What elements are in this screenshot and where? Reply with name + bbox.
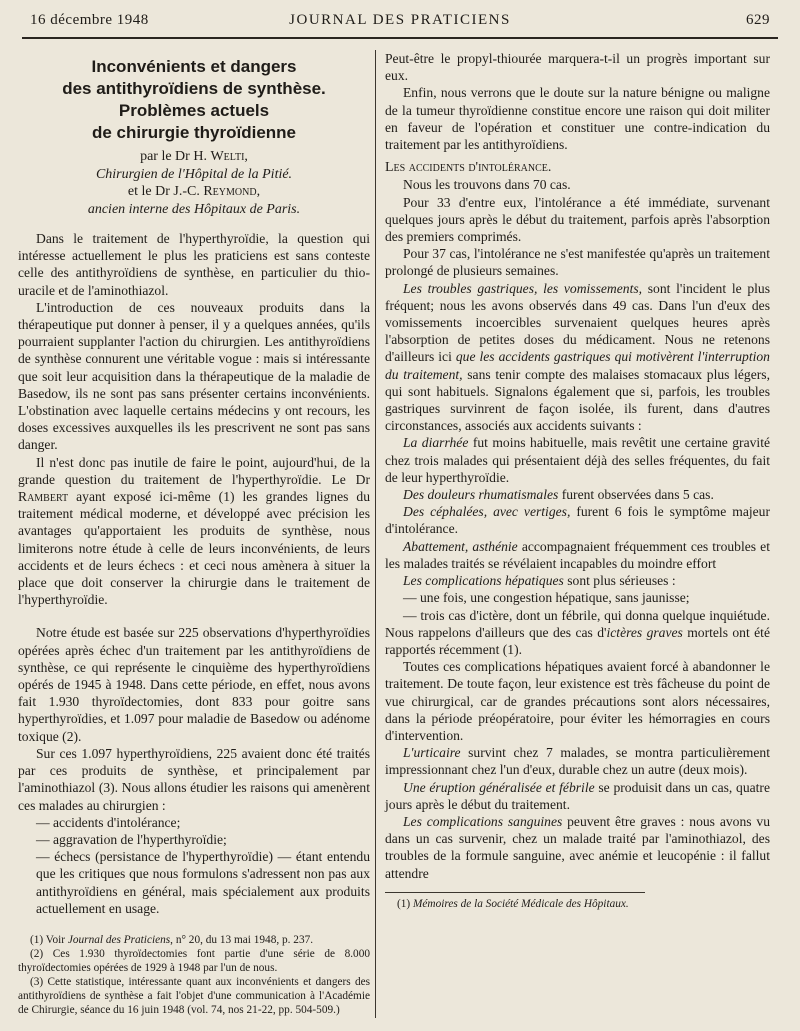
emphasis: que les accidents gastriques qui motivèrent l'interruption du traitement, [385, 349, 770, 382]
text-span: ayant exposé ici-même (1) les grandes lignes du traitement médical moderne, et développé avec précision les avantages qu'apportaient les produits de synthèse, nous limiterons notre étude à celle de leurs inconvénients, de leurs accidents et de leurs échecs : et ceci nous amènera à situer la place que doit conserver la chirurgie dans le traitement de l'hyperthyroïdie. [18, 489, 370, 608]
author-1 [18, 148, 370, 166]
list-item: — aggravation de l'hyperthyroïdie; [36, 831, 227, 847]
text-span: furent observées dans 5 cas. [558, 487, 714, 503]
text-span: sans tenir compte des malaises stomacaux plus légers, qui sont habituels. Signalons également que si, parfois, les troubles gastriques survinrent de façon isolée, ils furent, dans d'autres circonstances, associés aux accidents suivants : [385, 366, 770, 434]
paragraph: Enfin, nous verrons que le doute sur la nature bénigne ou maligne de la tumeur thyroïdienne constitue encore une raison qui doit militer en faveur de l'opération et constituer une contre-indication du traitement par les antithyroïdiens. [385, 85, 770, 153]
footnote-rule [385, 892, 645, 893]
title-line: Inconvénients et dangers [91, 57, 297, 76]
list-item: — une fois, une congestion hépatique, sans jaunisse; [403, 590, 690, 606]
footnote [18, 933, 370, 947]
footnotes [18, 933, 370, 1017]
text-span: sont plus sérieuses : [563, 573, 676, 589]
paragraph: Pour 37 cas, l'intolérance ne s'est manifestée qu'après un traitement prolongé de plusieurs semaines. [385, 246, 770, 279]
text-span: mortels ont été rapportés récemment (1). [385, 624, 770, 657]
text-span: se produisit dans un cas, quatre jours après le début du traitement. [385, 779, 770, 812]
emphasis: Des céphalées, avec vertiges, [403, 504, 571, 520]
text-span: peuvent être graves : nous avons vu dans un cas survenir, chez un malade traité par l'aminothiazol, des troubles de la formule sanguine, avec anémie et leucopénie : il fallut attendre [385, 813, 770, 881]
paragraph [385, 280, 770, 435]
article-title [18, 56, 370, 144]
footnote-number: (1) [397, 897, 413, 910]
author-mention: Rambert [18, 489, 69, 505]
title-line: des antithyroïdiens de synthèse. [62, 79, 326, 98]
text-span: — trois cas d'ictère, dont un fébrile, qui donna quelque inquiétude. Nous rappelons d'ailleurs que des cas d' [385, 607, 770, 640]
author-1-name: Welti, [210, 149, 248, 164]
paragraph [385, 486, 770, 503]
text-span: Il n'est donc pas inutile de faire le point, aujourd'hui, de la grande question du traitement de l'hyperthyroïdie. Le Dr [18, 454, 370, 487]
footnote-text: , n° 20, du 13 mai 1948, p. 237. [170, 933, 314, 946]
header-date: 16 décembre 1948 [30, 12, 149, 28]
paragraph: L'introduction de ces nouveaux produits dans la thérapeutique put donner à penser, il y a quelques années, qu'ils pourraient supplanter l'action du chirurgien. Les antithyroïdiens de synthèse connurent une véritable vogue : mais si intéressante que soit leur acquisition dans la thérapeutique de la maladie de Basedow, ils ne sont pas sans présenter certains inconvénients. L'obstination avec laquelle certains médecins y ont recours, les doses excessives auxquelles ils les prescrivent ne sont pas sans danger. [18, 299, 370, 453]
paragraph [385, 779, 770, 813]
paragraph: Toutes ces complications hépatiques avaient forcé à abandonner le traitement. De toute façon, leur existence est très fâcheuse du point de vue chirurgical, car de grandes précautions sont alors nécessaires, dans la période préopératoire, pour éviter les hémorragies en cours d'intervention. [385, 659, 770, 743]
author-1-prefix: par le Dr H. [140, 149, 211, 164]
header-rule [22, 37, 778, 39]
paragraph [385, 538, 770, 572]
emphasis: Des douleurs rhumatismales [403, 487, 559, 503]
paragraph: Sur ces 1.097 hyperthyroïdiens, 225 avaient donc été traités par ces produits de synthèse, et principalement par l'aminothiazol (3). Nous allons étudier les raisons qui amenèrent ces malades au chirurgien : [18, 745, 370, 813]
paragraph [385, 503, 770, 537]
journal-ref: Journal des Praticiens [67, 933, 171, 946]
title-line: Problèmes actuels [118, 101, 270, 120]
list-item: — accidents d'intolérance; [36, 814, 181, 830]
emphasis: Les complications hépatiques [403, 573, 564, 589]
paragraph: Pour 33 d'entre eux, l'intolérance a été immédiate, survenant quelques jours après le début du traitement, parfois après l'absorption des premiers comprimés. [385, 194, 770, 245]
byline [18, 148, 370, 218]
paragraph [385, 572, 770, 589]
text-span: fut moins habituelle, mais revêtit une certaine gravité chez trois malades qui présentaient déjà des selles fréquentes, du fait de leur hyperthyroïdie. [385, 435, 771, 485]
list-item: — échecs (persistance de l'hyperthyroïdie) — étant entendu que les critiques que nous formulons s'adressent non pas aux antithyroïdiens en général, mais spécialement aux produits actuellement en usage. [36, 849, 370, 916]
text-span: furent 6 fois le symptôme majeur d'intolérance. [385, 504, 770, 537]
emphasis: Les complications sanguines [403, 813, 563, 829]
paragraph [18, 454, 370, 609]
right-column [385, 50, 770, 911]
column-divider [375, 50, 376, 1018]
author-2 [18, 183, 370, 201]
page-header [30, 12, 770, 34]
footnote-text: (1) Voir [30, 933, 68, 946]
journal-name: JOURNAL DES PRATICIENS [289, 12, 511, 28]
emphasis: Une éruption généralisée et fébrile [403, 779, 595, 795]
section-heading: Les accidents d'intolérance. [385, 160, 552, 176]
text-span: accompagnaient fréquemment ces troubles et les malades traités se révélaient incapables du moindre effort [385, 538, 770, 571]
author-2-name: Reymond, [203, 184, 261, 199]
paragraph [385, 434, 770, 486]
footnote: (3) Cette statistique, intéressante quant aux inconvénients et dangers des antithyroïdiens de synthèse a fait l'objet d'une communication à l'Académie de Chirurgie, séance du 16 juin 1948 (vol. 74, nos 21-22, pp. 504-509.) [18, 975, 370, 1016]
paragraph [385, 813, 770, 882]
paragraph [385, 744, 770, 778]
emphasis: ictères graves [606, 624, 683, 640]
footnote-source: Mémoires de la Société Médicale des Hôpitaux. [413, 897, 629, 910]
footnote: (2) Ces 1.930 thyroïdectomies font partie d'une série de 8.000 thyroïdectomies opérées de 1929 à 1948 par l'un de nous. [18, 947, 370, 974]
author-1-role: Chirurgien de l'Hôpital de la Pitié. [95, 166, 293, 182]
text-span: sont l'incident le plus fréquent; nous les avons observés dans 49 cas. Dans l'un d'eux des vomissements incoercibles survenaient quelques heures après l'absorption de petites doses du médicament. Nous ne retenons d'ailleurs ici [385, 280, 770, 365]
text-span: survint chez 7 malades, se montra particulièrement impressionnant chez l'un d'eux, durable chez un autre (deux mois). [385, 745, 770, 778]
paragraph: Notre étude est basée sur 225 observations d'hyperthyroïdies opérées après échec d'un traitement par les antithyroïdiens de synthèse, ce qui représente le cinquième des hyperthyroïdiens opérés de 1945 à 1948. Dans cette période, en effet, nous avons fait 1.930 thyroïdectomies, dont 833 pour goitre sans hyperthyroïdies, et 1.097 pour maladie de Basedow ou adénome toxique (2). [18, 625, 370, 744]
title-line: de chirurgie thyroïdienne [91, 123, 297, 142]
emphasis: L'urticaire [403, 745, 461, 761]
author-2-role: ancien interne des Hôpitaux de Paris. [87, 201, 301, 217]
footnote [385, 897, 770, 911]
emphasis: La diarrhée [403, 435, 469, 451]
list-item [385, 607, 770, 659]
paragraph: Nous les trouvons dans 70 cas. [403, 177, 571, 193]
emphasis: Abattement, asthénie [403, 538, 518, 554]
page-number: 629 [746, 12, 770, 28]
author-2-prefix: et le Dr J.-C. [127, 184, 204, 199]
emphasis: Les troubles gastriques, les vomissements, [403, 280, 643, 296]
paragraph: Dans le traitement de l'hyperthyroïdie, la question qui intéresse actuellement le plus les praticiens est sans conteste celle des antithyroïdiens de synthèse, en particulier du thio-uracile et de l'aminothiazol. [18, 231, 370, 298]
left-column [18, 50, 370, 1017]
paragraph: Peut-être le propyl-thiourée marquera-t-il un progrès important sur eux. [385, 51, 770, 84]
